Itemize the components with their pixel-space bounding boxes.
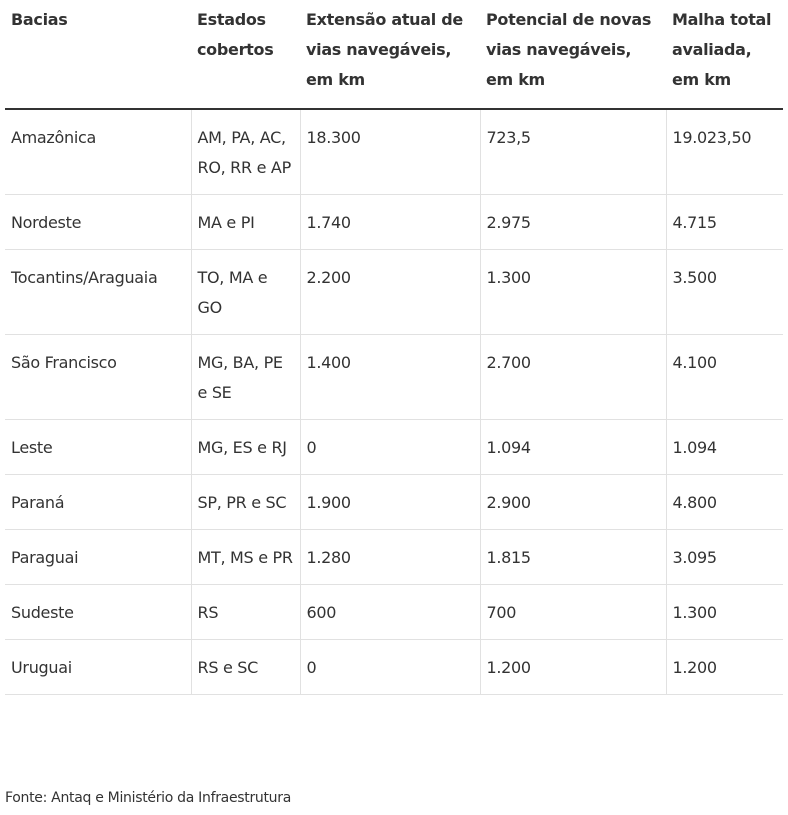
cell-potencial: 1.815 bbox=[480, 530, 666, 585]
cell-potencial: 1.094 bbox=[480, 420, 666, 475]
cell-malha-total: 1.300 bbox=[666, 585, 783, 640]
cell-estados: MT, MS e PR bbox=[191, 530, 300, 585]
cell-potencial: 1.200 bbox=[480, 640, 666, 695]
cell-malha-total: 4.800 bbox=[666, 475, 783, 530]
cell-extensao: 1.740 bbox=[300, 195, 480, 250]
cell-bacia: Leste bbox=[5, 420, 191, 475]
header-potencial-novas: Potencial de novas vias navegáveis, em km bbox=[480, 0, 666, 109]
table-row bbox=[5, 109, 783, 195]
header-malha-total: Malha total avaliada, em km bbox=[666, 0, 783, 109]
cell-potencial: 1.300 bbox=[480, 250, 666, 335]
cell-estados: MG, ES e RJ bbox=[191, 420, 300, 475]
header-extensao-atual: Extensão atual de vias navegáveis, em km bbox=[300, 0, 480, 109]
cell-potencial: 2.700 bbox=[480, 335, 666, 420]
cell-bacia: Paraná bbox=[5, 475, 191, 530]
table-body bbox=[5, 109, 783, 695]
table-row bbox=[5, 640, 783, 695]
cell-extensao: 1.900 bbox=[300, 475, 480, 530]
cell-bacia: Sudeste bbox=[5, 585, 191, 640]
cell-estados: SP, PR e SC bbox=[191, 475, 300, 530]
cell-estados: MG, BA, PE e SE bbox=[191, 335, 300, 420]
cell-bacia: São Francisco bbox=[5, 335, 191, 420]
header-bacias: Bacias bbox=[5, 0, 191, 109]
cell-potencial: 700 bbox=[480, 585, 666, 640]
cell-bacia: Tocantins/Araguaia bbox=[5, 250, 191, 335]
cell-bacia: Amazônica bbox=[5, 109, 191, 195]
cell-malha-total: 3.095 bbox=[666, 530, 783, 585]
table-row bbox=[5, 585, 783, 640]
cell-estados: TO, MA e GO bbox=[191, 250, 300, 335]
cell-estados: AM, PA, AC, RO, RR e AP bbox=[191, 109, 300, 195]
cell-estados: RS bbox=[191, 585, 300, 640]
cell-bacia: Paraguai bbox=[5, 530, 191, 585]
cell-malha-total: 1.094 bbox=[666, 420, 783, 475]
cell-potencial: 2.975 bbox=[480, 195, 666, 250]
waterways-table bbox=[5, 0, 783, 695]
cell-bacia: Uruguai bbox=[5, 640, 191, 695]
cell-malha-total: 4.100 bbox=[666, 335, 783, 420]
table-row bbox=[5, 250, 783, 335]
table-row bbox=[5, 530, 783, 585]
cell-estados: RS e SC bbox=[191, 640, 300, 695]
cell-extensao: 0 bbox=[300, 640, 480, 695]
table-row bbox=[5, 195, 783, 250]
cell-potencial: 2.900 bbox=[480, 475, 666, 530]
cell-extensao: 2.200 bbox=[300, 250, 480, 335]
table-row bbox=[5, 475, 783, 530]
header-row bbox=[5, 0, 783, 109]
source-caption: Fonte: Antaq e Ministério da Infraestrutura bbox=[5, 790, 291, 806]
cell-extensao: 600 bbox=[300, 585, 480, 640]
header-estados: Estados cobertos bbox=[191, 0, 300, 109]
table-row bbox=[5, 335, 783, 420]
cell-extensao: 1.400 bbox=[300, 335, 480, 420]
table-row bbox=[5, 420, 783, 475]
cell-extensao: 18.300 bbox=[300, 109, 480, 195]
cell-malha-total: 4.715 bbox=[666, 195, 783, 250]
cell-estados: MA e PI bbox=[191, 195, 300, 250]
cell-potencial: 723,5 bbox=[480, 109, 666, 195]
cell-malha-total: 1.200 bbox=[666, 640, 783, 695]
cell-extensao: 1.280 bbox=[300, 530, 480, 585]
cell-malha-total: 3.500 bbox=[666, 250, 783, 335]
table-header bbox=[5, 0, 783, 109]
cell-extensao: 0 bbox=[300, 420, 480, 475]
cell-bacia: Nordeste bbox=[5, 195, 191, 250]
cell-malha-total: 19.023,50 bbox=[666, 109, 783, 195]
